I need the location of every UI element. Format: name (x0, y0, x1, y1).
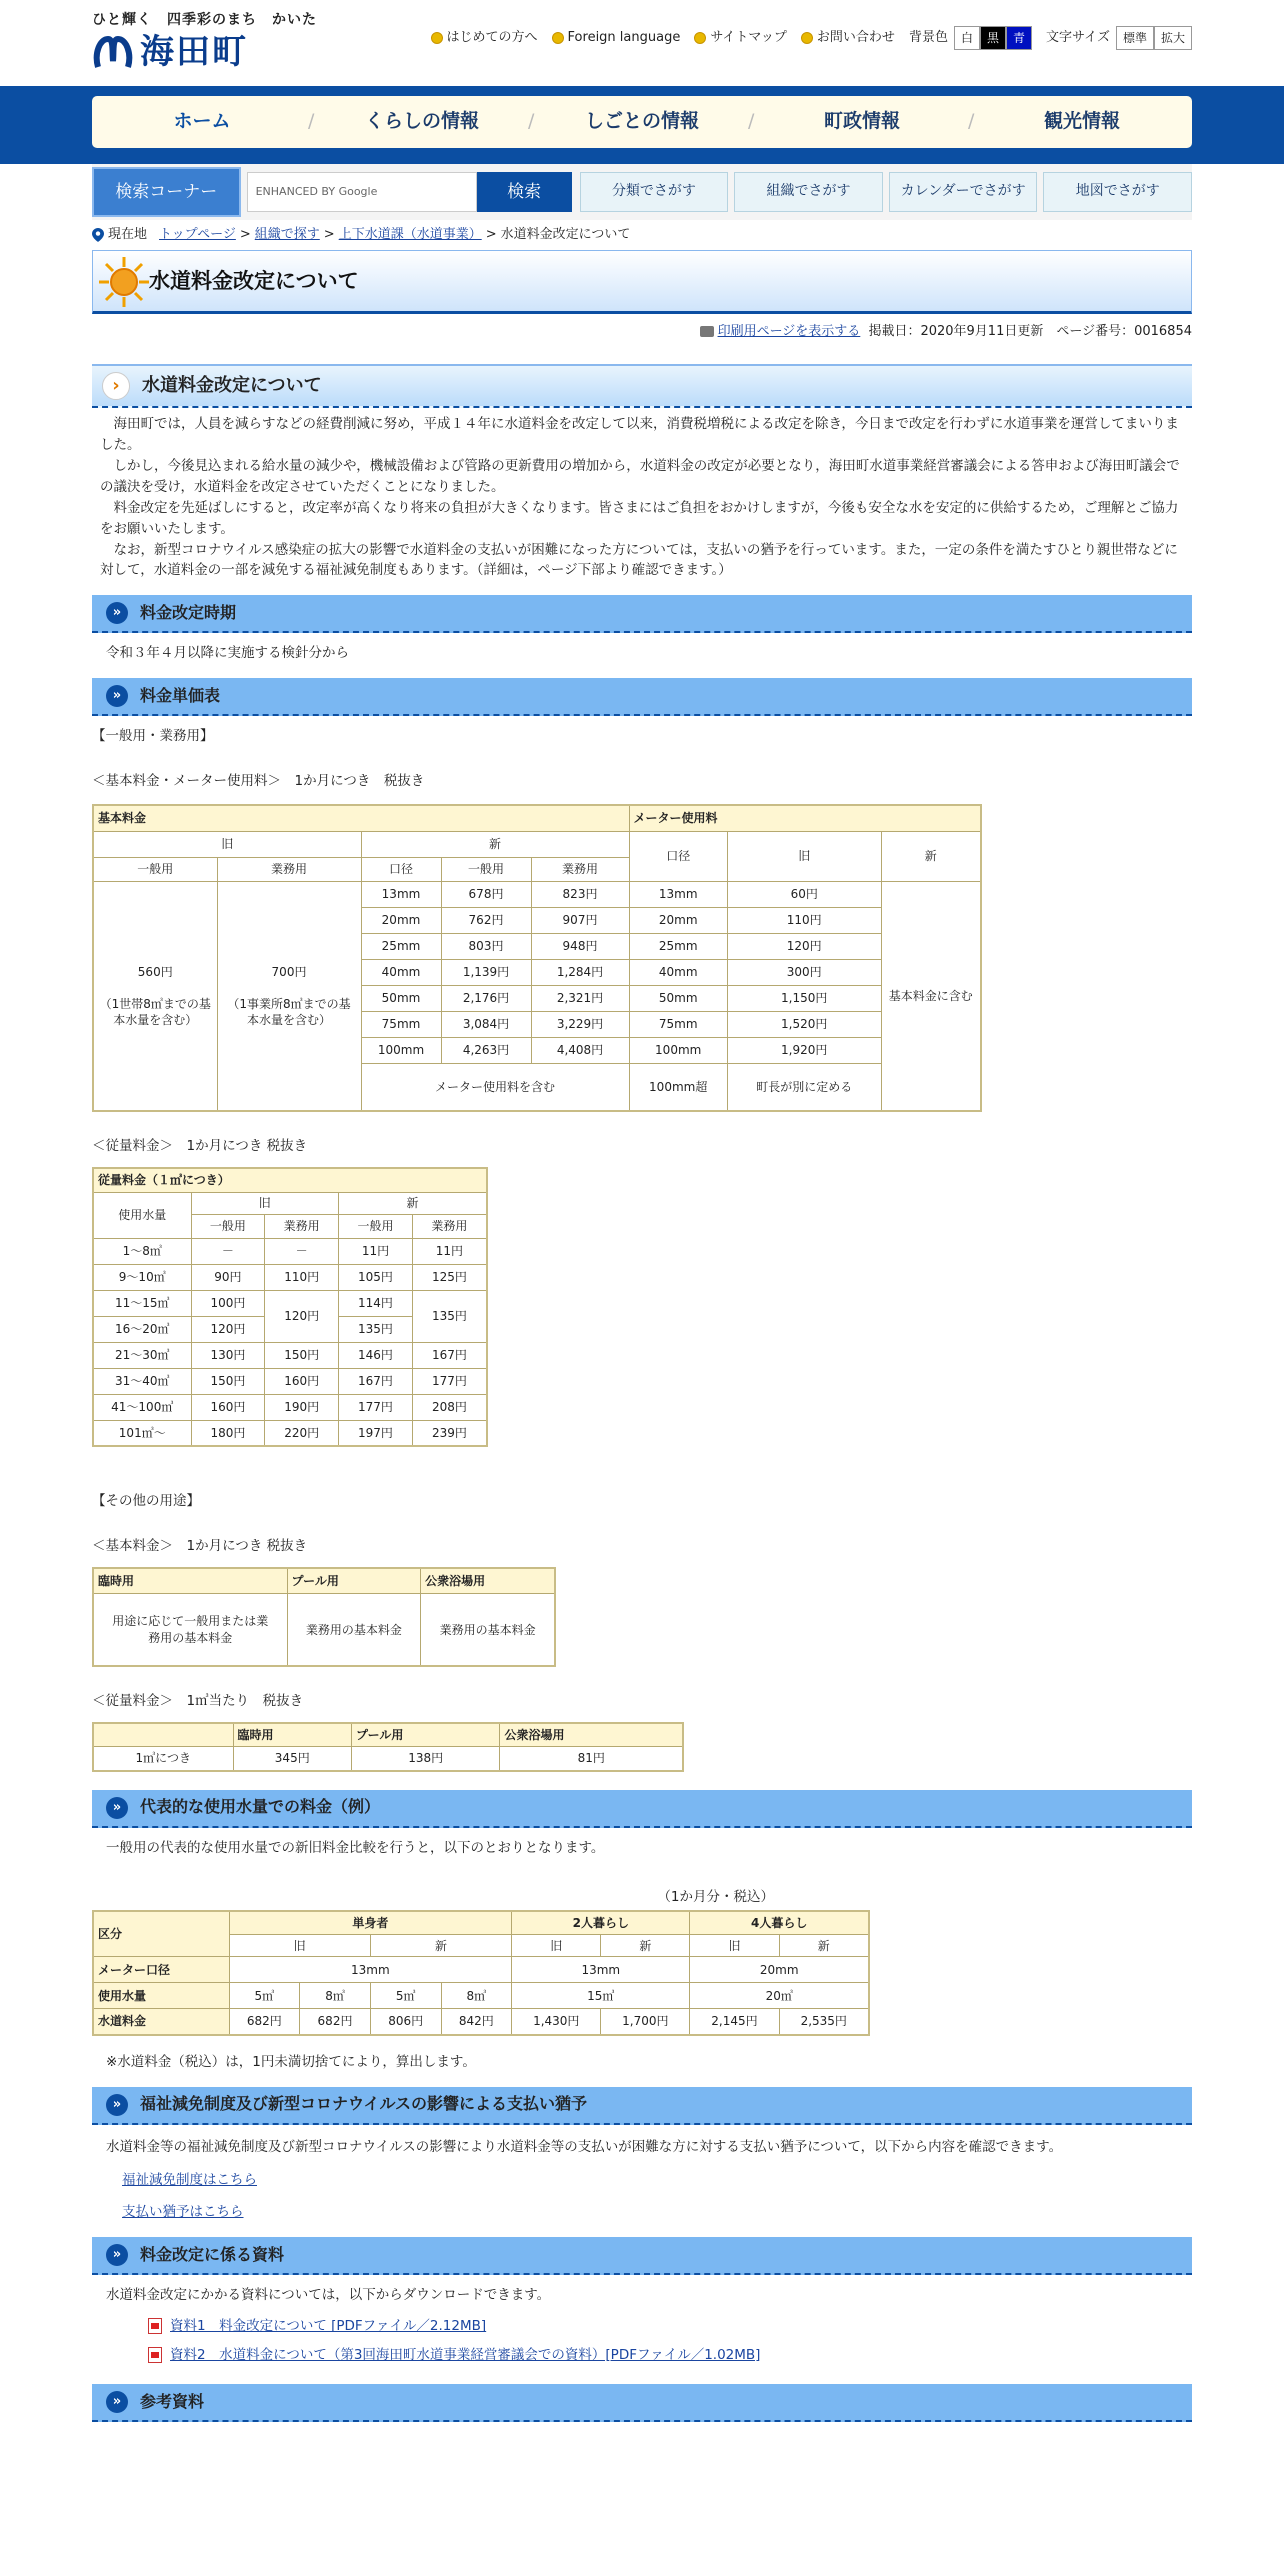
nav-tourism[interactable]: / 観光情報 (972, 96, 1192, 148)
bg-blue-button[interactable]: 青 (1006, 26, 1032, 50)
chevron-right-icon: » (106, 1797, 128, 1819)
chevron-right-icon: » (106, 602, 128, 624)
bg-color-switch (909, 26, 1032, 50)
timing-text: 令和３年４月以降に実施する検針分から (106, 645, 349, 662)
slogan: ひと輝く 四季彩のまち かいた (92, 12, 317, 28)
bg-color-label: 背景色 (908, 29, 948, 45)
link-contact[interactable]: お問い合わせ (801, 28, 895, 48)
document-1-link[interactable]: 資料1 料金改定について [PDFファイル／2.12MB] (170, 2318, 487, 2335)
section-heading-intro: › 水道料金改定について (92, 364, 1192, 408)
search-by-category[interactable]: 分類でさがす (580, 172, 729, 212)
nav-government[interactable]: / 町政情報 (752, 96, 972, 148)
bg-white-button[interactable]: 白 (954, 26, 980, 50)
font-size-label: 文字サイズ (1046, 29, 1110, 45)
breadcrumb-organization[interactable]: 組織で探す (254, 226, 320, 242)
search-by-organization[interactable]: 組織でさがす (734, 172, 883, 212)
nav-work[interactable]: / しごとの情報 (532, 96, 752, 148)
section-heading-rates: » 料金単価表 (92, 678, 1192, 716)
font-normal-button[interactable]: 標準 (1116, 26, 1154, 50)
basic-fee-table: 基本料金 メーター使用料 旧 新 口径 旧 新 一般用 業務用 口径 一般用 業務用 560円 （1世帯8㎥までの基本水量を含む） 700円 （1事業所8㎥までの基本水量を含む） 13mm 678円 823円 13mm 60円 基本料金に含む 20mm 762円 907円 20mm 110円 25mm 803円 948円 25mm 120円 40mm 1,139円 1,284円 40mm 300円 50mm 2,176円 2,321円 50mm 1,150円 75mm 3,084円 3,229円 75mm 1,520円 100mm 4,263円 4,408円 100mm 1,920円 メーター使用料を含む 100mm超 町長が別に定める (92, 804, 982, 1112)
documents-text: 水道料金改定にかかる資料については，以下からダウンロードできます。 (106, 2287, 551, 2304)
search-button[interactable]: 検索 (477, 172, 572, 212)
breadcrumb-top[interactable]: トップページ (159, 226, 236, 242)
bullet-icon (552, 32, 564, 44)
bullet-icon (694, 32, 706, 44)
breadcrumb-water-section[interactable]: 上下水道課（水道事業） (338, 226, 482, 242)
bullet-icon (431, 32, 443, 44)
examples-caption: （1か月分・税込） (657, 1888, 774, 1905)
section-heading-examples: » 代表的な使用水量での料金（例） (92, 1790, 1192, 1828)
welfare-links (92, 2158, 1192, 2224)
page-date-number: 掲載日：2020年9月11日更新 ページ番号：0016854 (868, 324, 1192, 339)
section-heading-documents: » 料金改定に係る資料 (92, 2237, 1192, 2275)
chevron-right-icon: » (106, 2244, 128, 2266)
payment-deferral-link[interactable]: 支払い猶予はこちら (122, 2204, 244, 2221)
nav-home[interactable]: ホーム (92, 96, 312, 148)
chevron-right-icon: » (106, 685, 128, 707)
link-foreign-language[interactable]: Foreign language (552, 28, 681, 48)
other-volume-caption: ＜従量料金＞ 1㎥当たり 税抜き (92, 1692, 304, 1709)
category-other: 【その他の用途】 (92, 1493, 200, 1510)
document-2-link[interactable]: 資料2 水道料金について（第3回海田町水道事業経営審議会での資料）[PDFファイル／1.02MB] (170, 2347, 761, 2364)
search-bar (92, 164, 1192, 220)
section-heading-references: » 参考資料 (92, 2384, 1192, 2422)
volume-fee-caption: ＜従量料金＞ 1か月につき 税抜き (92, 1138, 308, 1155)
arrow-right-icon: › (102, 372, 130, 400)
font-large-button[interactable]: 拡大 (1154, 26, 1192, 50)
location-pin-icon (92, 228, 104, 242)
page-title: 水道料金改定について (149, 268, 359, 293)
sun-icon (97, 255, 151, 309)
search-input[interactable]: ENHANCED BY Google (247, 172, 477, 212)
breadcrumb-page: 水道料金改定について (500, 226, 631, 242)
global-nav (0, 86, 1284, 164)
search-by-calendar[interactable]: カレンダーでさがす (889, 172, 1038, 212)
welfare-reduction-link[interactable]: 福祉減免制度はこちら (122, 2171, 257, 2188)
examples-note: ※水道料金（税込）は，1円未満切捨てにより，算出します。 (106, 2053, 476, 2070)
town-emblem-icon (92, 33, 134, 71)
basic-fee-caption: ＜基本料金・メーター使用料＞ 1か月につき 税抜き (92, 773, 425, 790)
breadcrumb: 現在地 トップページ > 組織で探す > 上下水道課（水道事業） > 水道料金改定について (92, 224, 1192, 246)
print-page-link[interactable]: 印刷用ページを表示する (717, 324, 861, 339)
rates-block (92, 716, 1192, 1772)
intro-text: 海田町では，人員を減らすなどの経費削減に努め，平成１４年に水道料金を改定して以来，消費税増税による改定を除き，今日まで改定を行わずに水道事業を運営してまいりました。 しかし，今後見込まれる給水量の減少や，機械設備および管路の更新費用の増加から，水道料金の改定が必要となり，海田町水道事業経営審議会による答申および海田町議会での議決を受け，水道料金を改定させていただくことになりました。 料金改定を先延ばしにすると，改定率が高くなり将来の負担が大きくなります。皆さまにはご負担をおかけしますが，今後も安全な水を安定的に供給するため，ご理解とご協力をお願いいたします。 なお，新型コロナウイルス感染症の拡大の影響で水道料金の支払いが困難になった方については，支払いの猶予を行っています。また，一定の条件を満たすひとり親世帯などに対して，水道料金の一部を減免する福祉減免制度もあります。（詳細は，ページ下部より確認できます。） (100, 416, 1180, 579)
page-title-box (92, 250, 1192, 314)
other-basic-caption: ＜基本料金＞ 1か月につき 税抜き (92, 1537, 308, 1554)
pdf-icon (148, 2318, 162, 2334)
welfare-text: 水道料金等の福祉減免制度及び新型コロナウイルスの影響により水道料金等の支払いが困難な方に対する支払い猶予について，以下から内容を確認できます。 (106, 2138, 1063, 2155)
search-by-map[interactable]: 地図でさがす (1043, 172, 1192, 212)
category-general: 【一般用・業務用】 (92, 728, 214, 745)
bullet-icon (801, 32, 813, 44)
printer-icon (700, 326, 714, 337)
volume-fee-table: 従量料金（１㎥につき） 使用水量 旧 新 一般用 業務用 一般用 業務用 1～8㎥ － － 11円 11円 9～10㎥ 90円 110円 105円 125円 11～15㎥ 100円 120円 114円 135円 16～20㎥ 120円 135円 21～30㎥ 130円 150円 146円 167円 31～40㎥ 150円 160円 167円 177円 41～100㎥ 160円 190円 177円 208円 101㎥～ 180円 220円 197円 239円 (92, 1167, 488, 1447)
examples-block (92, 1887, 1192, 2073)
breadcrumb-current-label: 現在地 (108, 226, 148, 242)
logo-text: 海田町 (140, 32, 248, 72)
other-basic-table: 臨時用 プール用 公衆浴場用 用途に応じて一般用または業務用の基本料金 業務用の基本料金 業務用の基本料金 (92, 1567, 556, 1667)
utility-links (431, 26, 1192, 50)
font-size-switch (1046, 26, 1192, 50)
page-meta (92, 322, 1192, 346)
chevron-right-icon: » (106, 2094, 128, 2116)
section-heading-timing: » 料金改定時期 (92, 595, 1192, 633)
pdf-icon (148, 2347, 162, 2363)
section-heading-welfare: » 福祉減免制度及び新型コロナウイルスの影響による支払い猶予 (92, 2087, 1192, 2125)
link-sitemap[interactable]: サイトマップ (694, 28, 787, 48)
chevron-right-icon: » (106, 2391, 128, 2413)
documents-links (92, 2306, 1192, 2366)
bg-black-button[interactable]: 黒 (980, 26, 1006, 50)
search-corner-label: 検索コーナー (92, 167, 241, 217)
link-beginners[interactable]: はじめての方へ (431, 28, 538, 48)
examples-text: 一般用の代表的な使用水量での新旧料金比較を行うと，以下のとおりとなります。 (106, 1839, 605, 1856)
site-logo[interactable] (92, 32, 248, 72)
examples-table: 区分 単身者 2人暮らし 4人暮らし 旧 新 旧 新 旧 新 メーター口径 13mm 13mm 20mm 使用水量 5㎥ 8㎥ 5㎥ 8㎥ 15㎥ 20㎥ 水道料金 682円 682円 806円 842円 1,430円 1,700円 2,145円 2,535円 (92, 1910, 870, 2036)
site-header (92, 0, 1192, 86)
nav-living[interactable]: / くらしの情報 (312, 96, 532, 148)
other-volume-table: 臨時用 プール用 公衆浴場用 1㎥につき 345円 138円 81円 (92, 1722, 684, 1772)
